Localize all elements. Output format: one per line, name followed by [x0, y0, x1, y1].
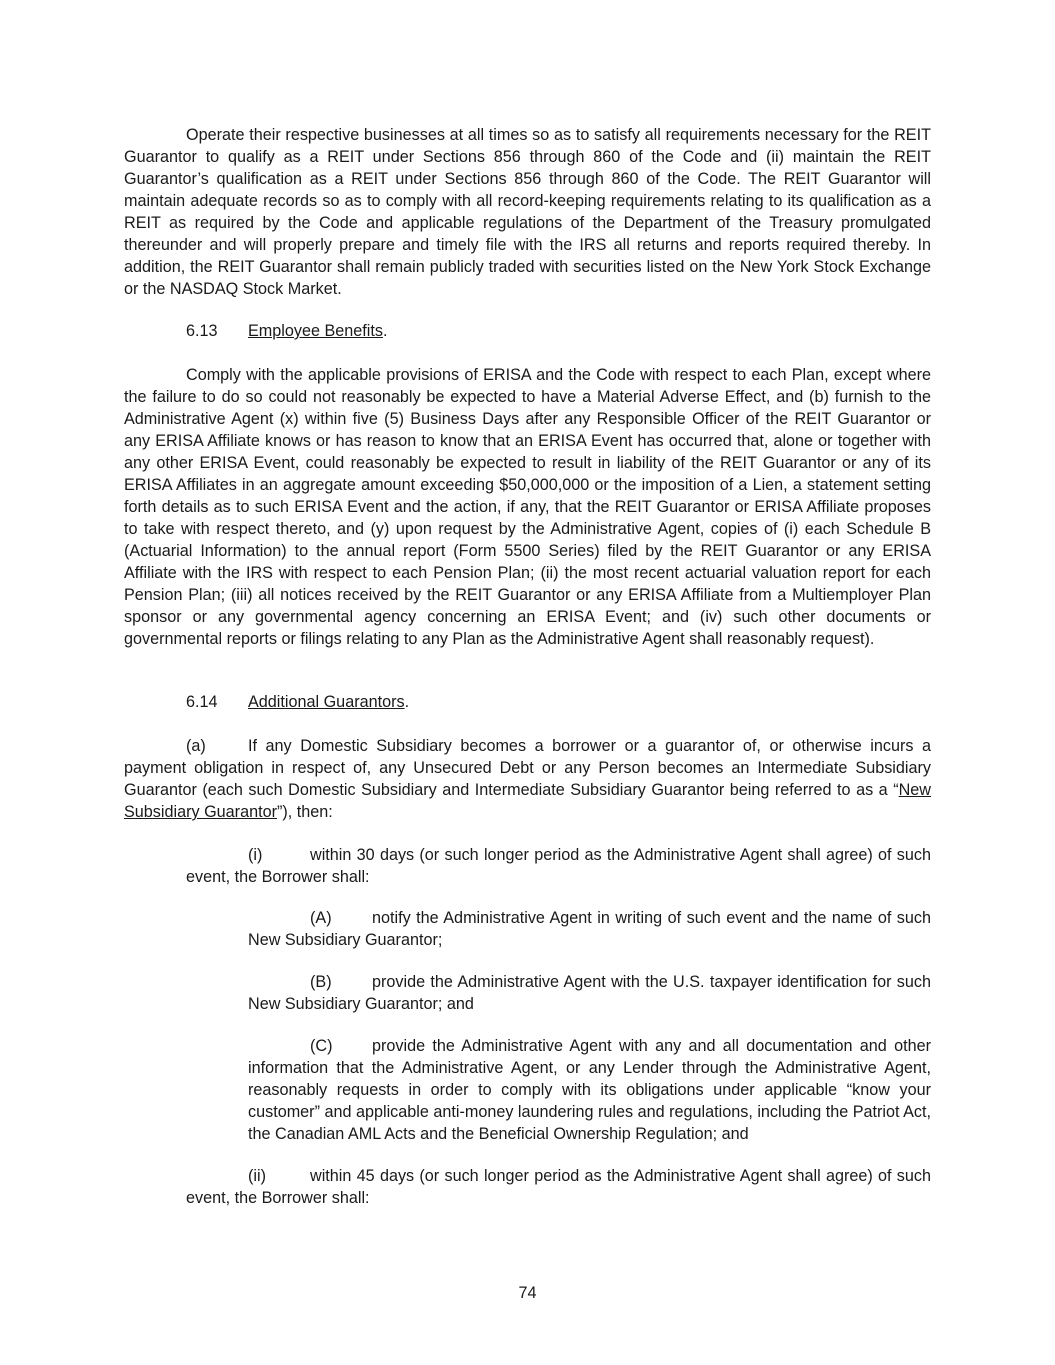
clause-text: notify the Administrative Agent in writing of such event and the name of such New Subsidiary Guarantor;: [248, 909, 931, 949]
section-title: Additional Guarantors: [248, 693, 405, 711]
clause-a-paragraph: [124, 735, 931, 823]
section-heading-6-14: [186, 691, 409, 713]
clause-label: (B): [310, 973, 332, 991]
section-title-punct: .: [404, 693, 410, 711]
clause-label: (ii): [248, 1167, 266, 1185]
clause-label: (a): [186, 737, 206, 755]
clause-label: (i): [248, 846, 263, 864]
clause-A-paragraph: [248, 907, 931, 951]
defined-term: New Subsidiary Guarantor: [124, 781, 931, 821]
intro-paragraph: Operate their respective businesses at all times so as to satisfy all requirements necessary for the REIT Guarantor to qualify as a REIT under Sections 856 through 860 of the Code and (ii) maintain the REIT Guarantor’s qualification as a REIT under Sections 856 through 860 of the Code. The REIT Guarantor will maintain adequate records so as to comply with all record-keeping requirements relating to its qualification as a REIT as required by the Code and applicable regulations of the Department of the Treasury promulgated thereunder and will properly prepare and timely file with the IRS all returns and reports required thereby. In addition, the REIT Guarantor shall remain publicly traded with securities listed on the New York Stock Exchange or the NASDAQ Stock Market.: [124, 126, 931, 298]
clause-text: provide the Administrative Agent with any and all documentation and other information that the Administrative Agent, or any Lender through the Administrative Agent, reasonably requests in order to comply with its obligations under applicable “know your customer” and applicable anti-money laundering rules and regulations, including the Patriot Act, the Canadian AML Acts and the Beneficial Ownership Regulation; and: [248, 1037, 931, 1143]
employee-benefits-paragraph: Comply with the applicable provisions of ERISA and the Code with respect to each Plan, except where the failure to do so could not reasonably be expected to have a Material Adverse Effect, and (b) furnish to the Administrative Agent (x) within five (5) Business Days after any Responsible Officer of the REIT Guarantor or any ERISA Affiliate knows or has reason to know that an ERISA Event has occurred that, alone or together with any other ERISA Event, could reasonably be expected to result in liability of the REIT Guarantor or any of its ERISA Affiliates in an aggregate amount exceeding $50,000,000 or the imposition of a Lien, a statement setting forth details as to such ERISA Event and the action, if any, that the REIT Guarantor or ERISA Affiliate proposes to take with respect thereto, and (y) upon request by the Administrative Agent, copies of (i) each Schedule B (Actuarial Information) to the annual report (Form 5500 Series) filed by the REIT Guarantor or any ERISA Affiliate with the IRS with respect to each Pension Plan; (ii) the most recent actuarial valuation report for each Pension Plan; (iii) all notices received by the REIT Guarantor or any ERISA Affiliate from a Multiemployer Plan sponsor or any governmental agency concerning an ERISA Event; and (iv) such other documents or governmental reports or filings relating to any Plan as the Administrative Agent shall reasonably request).: [124, 366, 931, 648]
clause-text: provide the Administrative Agent with the U.S. taxpayer identification for such New Subsidiary Guarantor; and: [248, 973, 931, 1013]
clause-B-paragraph: [248, 971, 931, 1015]
section-number: 6.13: [186, 322, 218, 340]
clause-ii-paragraph: [186, 1165, 931, 1209]
section-title-punct: .: [382, 322, 388, 340]
clause-C-paragraph: [248, 1035, 931, 1145]
clause-i-paragraph: [186, 844, 931, 888]
clause-text: If any Domestic Subsidiary becomes a borrower or a guarantor of, or otherwise incurs a payment obligation in respect of, any Unsecured Debt or any Person becomes an Intermediate Subsidiary Guarantor (each such Domestic Subsidiary and Intermediate Subsidiary Guarantor being referred to as a “: [124, 737, 931, 799]
clause-text-end: ”), then:: [276, 803, 333, 821]
clause-label: (C): [310, 1037, 333, 1055]
page-number: 74: [518, 1284, 537, 1302]
clause-text: within 45 days (or such longer period as the Administrative Agent shall agree) of such event, the Borrower shall:: [186, 1167, 931, 1207]
clause-text: within 30 days (or such longer period as the Administrative Agent shall agree) of such event, the Borrower shall:: [186, 846, 931, 886]
clause-label: (A): [310, 909, 332, 927]
section-title: Employee Benefits: [248, 322, 383, 340]
section-number: 6.14: [186, 693, 218, 711]
section-heading-6-13: [186, 320, 387, 342]
